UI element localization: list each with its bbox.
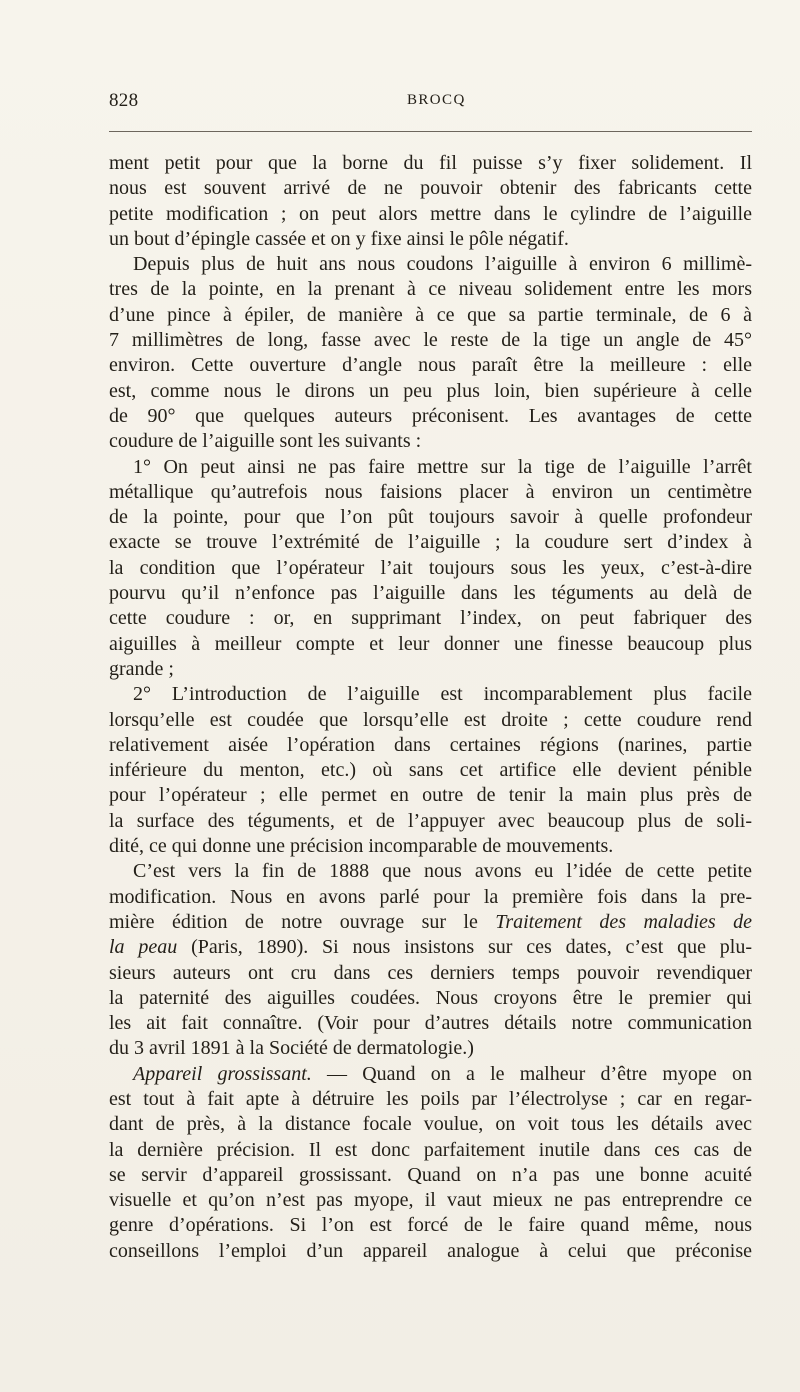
text-line: cette coudure : or, en supprimant l’index, on peut fabriquer des bbox=[109, 607, 752, 630]
text-line: Depuis plus de huit ans nous coudons l’aiguille à environ 6 millimè- bbox=[133, 253, 752, 276]
text-line: les ait fait connaître. (Voir pour d’autres détails notre communication bbox=[109, 1012, 752, 1035]
text-line: métallique qu’autrefois nous faisions placer à environ un centimètre bbox=[109, 480, 752, 503]
section-heading: Appareil grossissant. bbox=[133, 1062, 312, 1085]
text-line: sieurs auteurs ont cru dans ces derniers temps pouvoir revendiquer bbox=[109, 961, 752, 984]
text-line-with-title bbox=[109, 935, 752, 960]
text-line: exacte se trouve l’extrémité de l’aiguille ; la coudure sert d’index à bbox=[109, 531, 752, 554]
text-line: du 3 avril 1891 à la Société de dermatologie.) bbox=[109, 1037, 474, 1060]
text-line: petite modification ; on peut alors mettre dans le cylindre de l’aiguille bbox=[109, 202, 752, 225]
text-line: relativement aisée l’opération dans certaines régions (narines, partie bbox=[109, 733, 752, 756]
text-line: est tout à fait apte à détruire les poils par l’électrolyse ; car en regar- bbox=[109, 1087, 752, 1110]
body-text bbox=[109, 151, 752, 1264]
text-line: se servir d’appareil grossissant. Quand on n’a pas une bonne acuité bbox=[109, 1163, 752, 1186]
text-line: est, comme nous le dirons un peu plus loin, bien supérieure à celle bbox=[109, 379, 752, 402]
text-line: coudure de l’aiguille sont les suivants : bbox=[109, 430, 422, 453]
running-header bbox=[109, 90, 752, 116]
text-line: grande ; bbox=[109, 657, 174, 680]
text-line: la dernière précision. Il est donc parfaitement inutile dans ces cas de bbox=[109, 1138, 752, 1161]
text-line: un bout d’épingle cassée et on y fixe ainsi le pôle négatif. bbox=[109, 227, 569, 250]
text-line: modification. Nous en avons parlé pour la première fois dans la pre- bbox=[109, 885, 752, 908]
text-line-with-title bbox=[109, 910, 752, 935]
text-line: pourvu qu’il n’enfonce pas l’aiguille dans les téguments au delà de bbox=[109, 582, 752, 605]
text-line: nous est souvent arrivé de ne pouvoir obtenir des fabricants cette bbox=[109, 177, 752, 200]
text-line: de 90° que quelques auteurs préconisent. Les avantages de cette bbox=[109, 404, 752, 427]
running-title: BROCQ bbox=[407, 92, 466, 108]
text-line: la surface des téguments, et de l’appuyer avec beaucoup plus de soli- bbox=[109, 809, 752, 832]
text-line: visuelle et qu’on n’est pas myope, il vaut mieux ne pas entreprendre ce bbox=[109, 1189, 752, 1212]
book-title-text: la peau bbox=[109, 936, 178, 959]
text-line: ment petit pour que la borne du fil puisse s’y fixer solidement. Il bbox=[109, 152, 752, 174]
page-number: 828 bbox=[109, 90, 139, 111]
text-line: dité, ce qui donne une précision incomparable de mouvements. bbox=[109, 835, 614, 858]
text-line: C’est vers la fin de 1888 que nous avons eu l’idée de cette petite bbox=[133, 860, 752, 883]
text-line: d’une pince à épiler, de manière à ce que sa partie terminale, de 6 à bbox=[109, 303, 752, 326]
text-line: lorsqu’elle est coudée que lorsqu’elle est droite ; cette coudure rend bbox=[109, 708, 752, 731]
section-heading-line bbox=[109, 1062, 752, 1087]
text-line: 1° On peut ainsi ne pas faire mettre sur la tige de l’aiguille l’arrêt bbox=[133, 455, 752, 478]
text-line: genre d’opérations. Si l’on est forcé de le faire quand même, nous bbox=[109, 1214, 752, 1237]
book-title-text: Traitement des maladies de bbox=[495, 910, 752, 933]
text-line: inférieure du menton, etc.) où sans cet artifice elle devient pénible bbox=[109, 759, 752, 782]
text-line: la condition que l’opérateur l’ait toujours sous les yeux, c’est-à-dire bbox=[109, 556, 752, 579]
header-rule bbox=[109, 131, 752, 132]
text-line: 2° L’introduction de l’aiguille est incomparablement plus facile bbox=[133, 683, 752, 706]
text-line: pour l’opérateur ; elle permet en outre de tenir la main plus près de bbox=[109, 784, 752, 807]
text-segment: mière édition de notre ouvrage sur le bbox=[109, 910, 478, 933]
text-segment: (Paris, 1890). Si nous insistons sur ces dates, c’est que plu- bbox=[191, 936, 753, 959]
text-line: aiguilles à meilleur compte et leur donner une finesse beaucoup plus bbox=[109, 632, 752, 655]
text-line: la paternité des aiguilles coudées. Nous croyons être le premier qui bbox=[109, 986, 752, 1009]
text-line: conseillons l’emploi d’un appareil analogue à celui que préconise bbox=[109, 1239, 752, 1262]
text-line: environ. Cette ouverture d’angle nous paraît être la meilleure : elle bbox=[109, 354, 752, 377]
text-line: 7 millimètres de long, fasse avec le reste de la tige un angle de 45° bbox=[109, 329, 752, 352]
text-line: tres de la pointe, en la prenant à ce niveau solidement entre les mors bbox=[109, 278, 752, 301]
text-line: dant de près, à la distance focale voulue, on voit tous les détails avec bbox=[109, 1113, 752, 1136]
text-segment: — Quand on a le malheur d’être myope on bbox=[327, 1062, 752, 1085]
text-line: de la pointe, pour que l’on pût toujours savoir à quelle profondeur bbox=[109, 506, 752, 529]
